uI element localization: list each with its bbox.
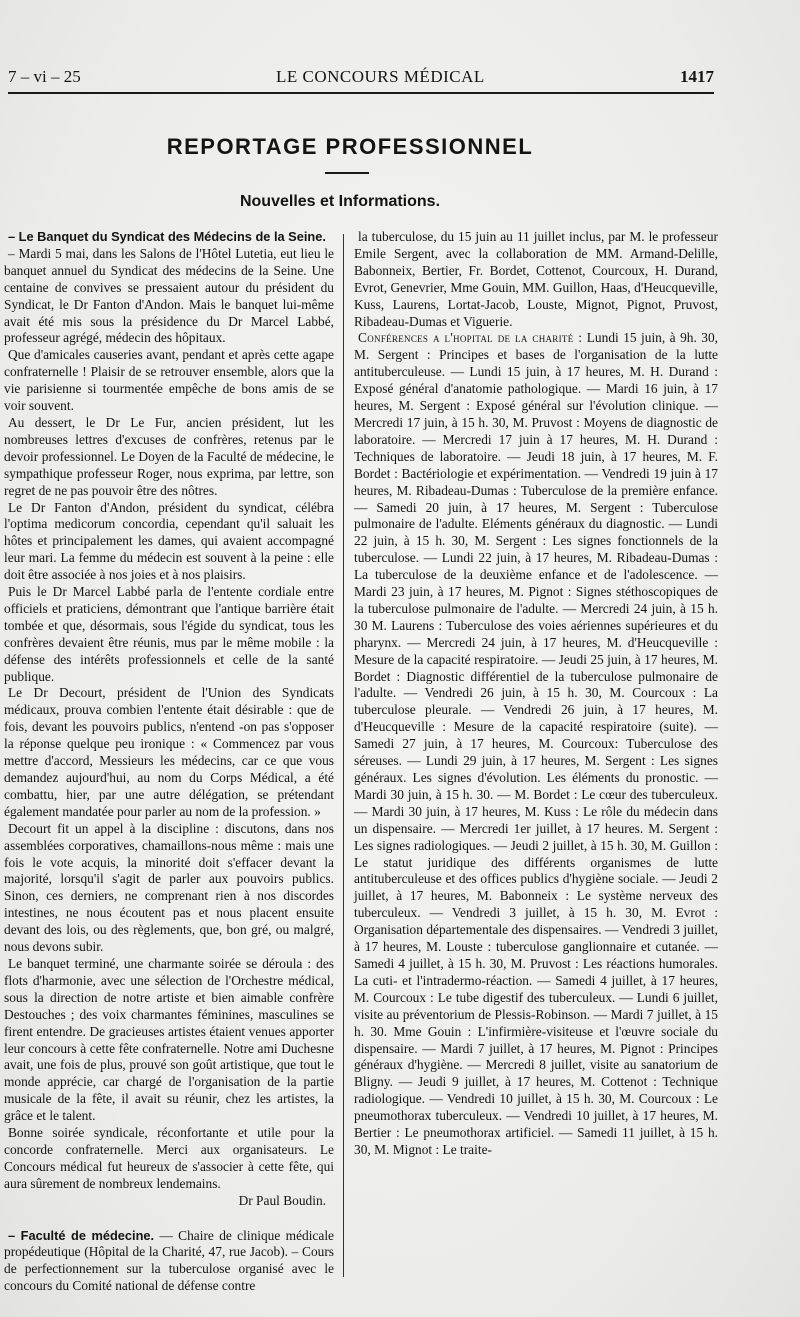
conferences-text: Lundi 15 juin, à 9h. 30, M. Sergent : Principes et bases de l'organisation de la lutte antituberculeuse. — Lundi 15 juin, à 17 heures, M. H. Durand : Exposé général d'anatomie pathologique. — Mardi 16 juin, à 17 heures, M. Sergent : Exposé général sur l'évolution clinique. — Mercredi 17 juin, à 15 h. 30, M. Pruvost : Moyens de diagnostic de laboratoire. — Mercredi 17 juin à 17 heures, M. H. Durand : Techniques de laboratoire. — Jeudi 18 juin, à 17 heures, M. F. Bordet : Bactériologie et expérimentation. — Vendredi 19 juin à 17 heures, M. Ribadeau-Dumas : Tuberculose de la première enfance. — Samedi 20 juin, à 17 heures, M. Sergent : Tuberculose pulmonaire de l'adulte. Eléments généraux du diagnostic. — Lundi 22 juin, à 15 h. 30, M. Sergent : Les signes fonctionnels de la tuberculose. — Lundi 22 juin, à 17 heures, M. Ribadeau-Dumas : La tuberculose de la deuxième enfance et de l'adolescence. — Mardi 23 juin, à 17 heures, M. Pignot : Signes stéthoscopiques de la tuberculose pulmonaire de l'adulte. — Mercredi 24 juin, à 15 h. 30 M. Laurens : Tuberculose des voies aériennes supérieures et du pharynx. — Mercredi 24 juin, à 17 heures, M. d'Heucqueville : Mesure de la capacité respiratoire. — Jeudi 25 juin, à 17 heures, M. Bordet : Diagnostic différentiel de la tuberculose pulmonaire de l'adulte. — Vendredi 26 juin, à 15 h. 30, M. Courcoux : La tuberculose pleurale. — Vendredi 26 juin, à 17 heures, M. d'Heucqueville : Mesure de la capacité respiratoire (suite). — Samedi 27 juin, à 17 heures, M. Courcoux: Tuberculose des séreuses. — Lundi 29 juin, à 17 heures, M. Sergent : Les signes généraux. Les signes d'évolution. Les éléments du pronostic. — Mardi 30 juin, à 15 h. 30. — M. Bordet : Le cœur des tuberculeux. — Mardi 30 juin, à 17 heures, M. Kuss : Le rôle du médecin dans un dispensaire. — Mercredi 1er juillet, à 17 heures. M. Sergent : Les signes radiologiques. — Jeudi 2 juillet, à 15 h. 30, M. Guillon : Le statut juridique des différents organismes de lutte antituberculeuse et des offices publics d'hygiène sociale. — Jeudi 2 juillet, à 17 heures, M. Babonneix : Le système nerveux des tuberculeux. — Vendredi 3 juillet, à 15 h. 30, M. Evrot : Organisation départementale des dispensaires. — Vendredi 3 juillet, à 17 heures, M. Louste : tuberculose ganglionnaire et cutanée. — Samedi 4 juillet, à 15 h. 30, M. Pruvost : Les réactions humorales. La cuti- et l'intradermo-réaction. — Samedi 4 juillet, à 17 heures, M. Courcoux : Le tube digestif des tuberculeux. — Lundi 6 juillet, visite au préventorium de Plessis-Robinson. — Mardi 7 juillet, à 15 h. 30. Mme Gouin : L'infirmière-visiteuse et l'œuvre sociale du dispensaire. — Mardi 7 juillet, à 17 heures, M. Pignot : Principes généraux d'hygiène. — Mercredi 8 juillet, visite au sanatorium de Bligny. — Jeudi 9 juillet, à 17 heures, M. Cottenot : Technique radiologique. — Vendredi 10 juillet, à 15 h. 30, M. Courcoux : Le pneumothorax tuberculeux. — Vendredi 10 juillet, à 17 heures, M. Bertier : Le pneumothorax artificiel. — Samedi 11 juillet, à 15 h. 30, M. Mignot : Le traite- (354, 330, 719, 1157)
article-paragraph: Decourt fit un appel à la discipline : discutons, dans nos assemblées corporatives, chamaillons-nous même : mais une fois le vote acquis, la minorité doit s'effacer devant la majorité, lorsqu'il s'agit de parler aux pouvoirs publics. Sinon, ces derniers, ne comprenant rien à nos discordes intestines, ne nous écoutent pas et nous placent ensuite devant des lois, ou des règlements, que, bon gré, ou malgré, nous devons subir. (4, 820, 334, 955)
conferences-label: Conférences a l'hopital de la charité : (358, 330, 583, 346)
article-paragraph: Le banquet terminé, une charmante soirée se déroula : des flots d'harmonie, avec une sélection de l'Orchestre médical, sous la direction de notre artiste et bien aimable confrère Destouches ; des voix charmantes féminines, masculines se firent entendre. De gracieuses artistes étaient venues apporter leur concours à cette fête confraternelle. Notre ami Duchesne avait, une fois de plus, prouvé son goût artistique, que tout le monde apprécie, car chargé de l'organisation de la partie musicale de la fête, il avait su réunir, chez les artistes, la grâce et le talent. (4, 955, 334, 1124)
issue-date: 7 – vi – 25 (8, 67, 81, 86)
page-number: 1417 (680, 67, 714, 86)
article-signature: Dr Paul Boudin. (238, 1192, 326, 1208)
banquet-article (4, 229, 334, 246)
right-column (354, 229, 718, 1159)
left-column (4, 229, 334, 1295)
section-subtitle: Nouvelles et Informations. (239, 193, 441, 210)
page-header (8, 62, 714, 94)
article-paragraph: Bonne soirée syndicale, réconfortante et utile pour la concorde confraternelle. Merci aux organisateurs. Le Concours médical fut heureux de s'associer à cette fête, qui aura sûrement de nombreux lendemains. (4, 1125, 334, 1191)
faculty-heading: – Faculté de médecine. (8, 1227, 155, 1243)
journal-title: LE CONCOURS MÉDICAL (275, 67, 485, 86)
article-paragraph: Le Dr Fanton d'Andon, président du syndicat, célébra l'optima medicorum concordia, cependant qu'il saluait les hôtes et principalement les dames, qui avaient accompagné leur mari. La femme du médecin est souvent à la peine : elle doit être associée à nos joies et à nos plaisirs. (4, 499, 334, 583)
section-title: REPORTAGE PROFESSIONNEL (166, 134, 534, 159)
faculty-article (4, 1228, 334, 1296)
article-paragraph: Le Dr Decourt, président de l'Union des Syndicats médicaux, prouva combien l'entente était désirable : que de fois, devant les pouvoirs publics, n'entend -on pas s'opposer la réponse quelque peu ironique : « Commencez par vous mettre d'accord, Messieurs les médecins, car ce que vous demandez aujourd'hui, au nom du Corps Médical, a été combattu, hier, par une autre délégation, se prétendant également mandatée pour parler au nom de la profession. » (4, 685, 334, 819)
title-rule (325, 172, 369, 174)
column-divider (343, 234, 344, 1277)
article-paragraph: – Mardi 5 mai, dans les Salons de l'Hôtel Lutetia, eut lieu le banquet annuel du Syndicat des médecins de la Seine. Une centaine de convives se pressaient autour du président du Syndicat, le Dr Fanton d'Andon. Mais le banquet lui-même avait été mis sous la présidence du Dr Marcel Labbé, professeur agrégé, médecin des hôpitaux. (4, 245, 334, 346)
article-paragraph: Au dessert, le Dr Le Fur, ancien président, lut les nombreuses lettres d'excuses de confrères, retenus par le devoir professionnel. Le Doyen de la Faculté de médecine, le sympathique professeur Roger, nous exprima, par lettre, son regret de ne pas pouvoir être des nôtres. (4, 414, 334, 498)
article-paragraph: Que d'amicales causeries avant, pendant et après cette agape confraternelle ! Plaisir de se retrouver ensemble, alors que la vie parisienne si tourmentée empêche de bons amis de se voir souvent. (4, 347, 334, 414)
article-paragraph: Puis le Dr Marcel Labbé parla de l'entente cordiale entre officiels et praticiens, démontrant que l'antique barrière était tombée et que, désormais, sous l'égide du syndicat, tous les confrères devaient être réunis, mus par le même mobile : la défense des intérêts professionnels et celle de la santé publique. (4, 584, 334, 684)
course-intro: la tuberculose, du 15 juin au 11 juillet inclus, par M. le professeur Emile Sergent, avec la collaboration de MM. Armand-Delille, Babonneix, Bertier, Fr. Bordet, Cottenot, Courcoux, H. Durand, Evrot, Genevrier, Mme Gouin, MM. Guillon, Haas, d'Heucqueville, Kuss, Laurens, Lortat-Jacob, Louste, Mignot, Pignot, Pruvost, Ribadeau-Dumas et Viguerie. (354, 229, 718, 329)
faculty-text: — Chaire de clinique médicale propédeutique (Hôpital de la Charité, 47, rue Jacob). – Cours de perfectionnement sur la tuberculose organisé avec le concours du Comité national de défense contre (4, 1227, 334, 1294)
banquet-heading: – Le Banquet du Syndicat des Médecins de la Seine. (8, 229, 326, 244)
conferences-block (354, 330, 718, 1158)
